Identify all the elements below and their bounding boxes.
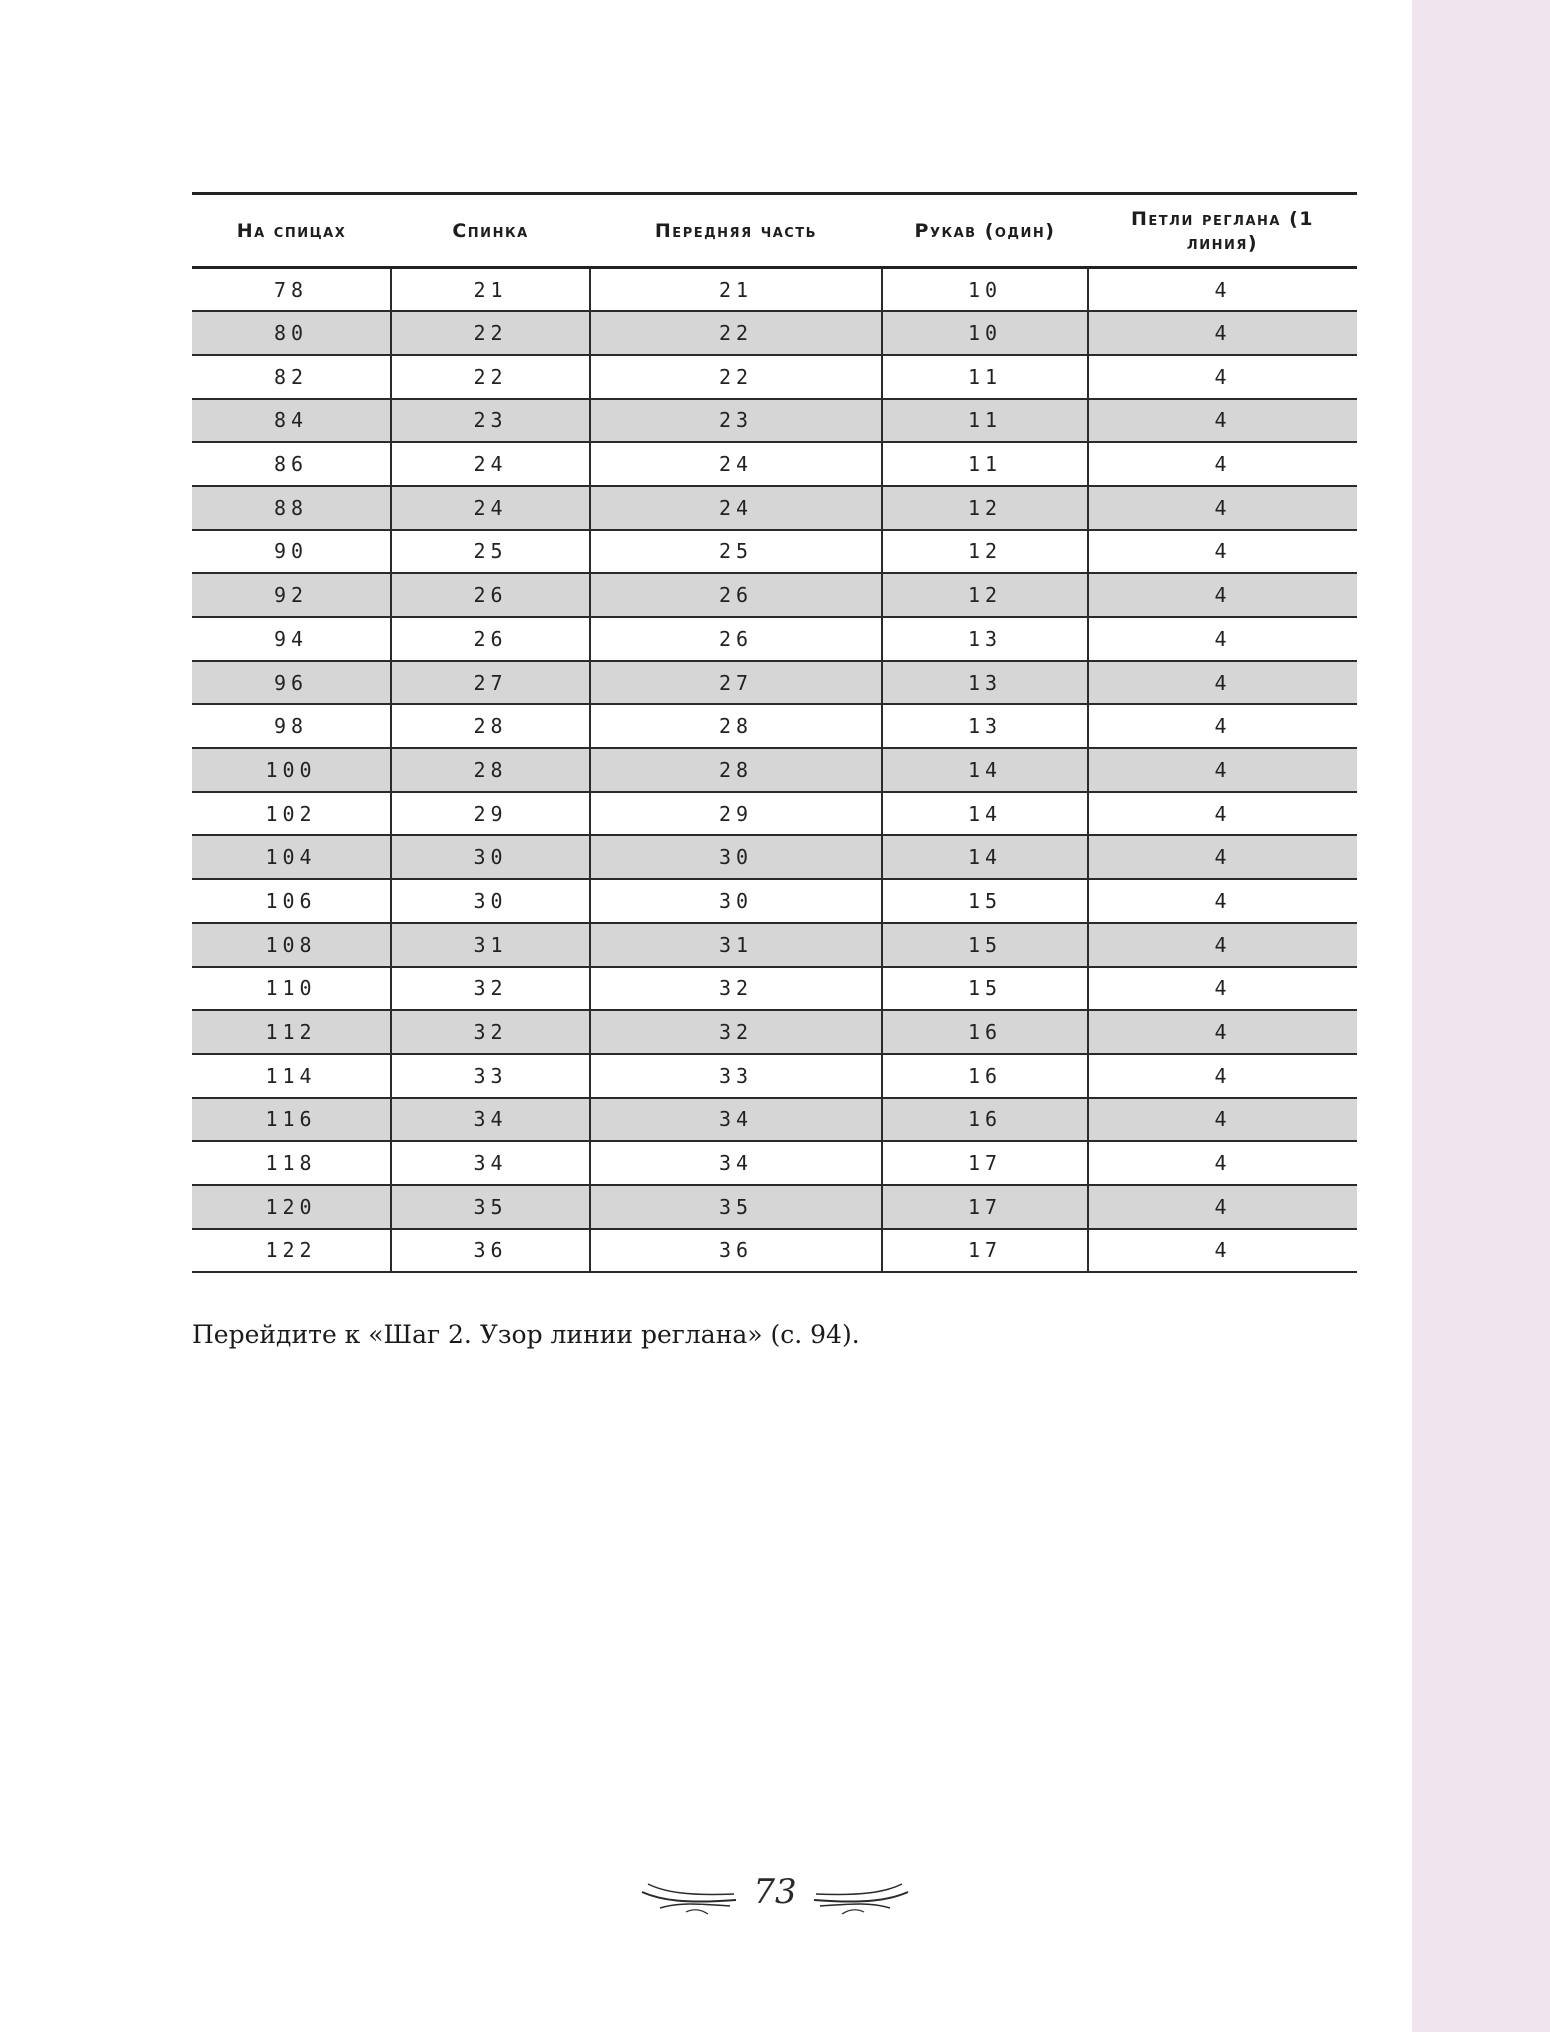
table-cell: 4 [1088, 704, 1357, 748]
table-cell: 30 [590, 835, 882, 879]
table-cell: 4 [1088, 748, 1357, 792]
table-cell: 29 [590, 792, 882, 836]
table-cell: 108 [265, 932, 317, 957]
table-cell: 31 [590, 923, 882, 967]
table-cell: 4 [1088, 1010, 1357, 1054]
table-cell: 30 [391, 879, 590, 923]
table-row [192, 1229, 1357, 1273]
table-cell: 110 [265, 976, 317, 1001]
page-footer [640, 1864, 910, 1928]
table-cell: 4 [1088, 835, 1357, 879]
table-row [192, 748, 1357, 792]
table-cell: 12 [882, 530, 1088, 574]
table-row [192, 835, 1357, 879]
table-row [192, 1098, 1357, 1142]
table-cell: 34 [590, 1141, 882, 1185]
table-row [192, 355, 1357, 399]
table-cell: 4 [1088, 661, 1357, 705]
table-cell: 22 [391, 355, 590, 399]
table-cell: 27 [590, 661, 882, 705]
table-row [192, 1054, 1357, 1098]
table-cell: 23 [590, 399, 882, 443]
table-cell: 35 [590, 1185, 882, 1229]
table-cell: 10 [882, 268, 1088, 312]
table-cell: 114 [265, 1063, 317, 1088]
table-cell: 30 [391, 835, 590, 879]
table-cell: 4 [1088, 442, 1357, 486]
header-raglan: Петли реглана (1 линия) [1131, 207, 1314, 254]
table-cell: 34 [391, 1141, 590, 1185]
table-cell: 4 [1088, 399, 1357, 443]
header-sleeve: Рукав (один) [914, 219, 1056, 242]
table-cell: 4 [1088, 967, 1357, 1011]
table-cell: 32 [590, 967, 882, 1011]
table-cell: 34 [391, 1098, 590, 1142]
table-cell: 21 [590, 268, 882, 312]
table-cell: 26 [391, 617, 590, 661]
flourish-right-icon [810, 1878, 910, 1918]
page-edge-band [1412, 0, 1550, 2032]
table-cell: 24 [590, 442, 882, 486]
table-cell: 26 [590, 617, 882, 661]
table-cell: 4 [1088, 617, 1357, 661]
table-row [192, 661, 1357, 705]
table-cell: 84 [273, 408, 309, 433]
table-cell: 15 [882, 879, 1088, 923]
table-cell: 15 [882, 923, 1088, 967]
table-cell: 16 [882, 1098, 1088, 1142]
table-cell: 118 [265, 1151, 317, 1176]
table-cell: 98 [273, 714, 309, 739]
header-row [192, 194, 1357, 268]
table-cell: 24 [590, 486, 882, 530]
table-cell: 88 [273, 495, 309, 520]
table-cell: 4 [1088, 530, 1357, 574]
table-cell: 106 [265, 888, 317, 913]
table-row [192, 311, 1357, 355]
table-row [192, 923, 1357, 967]
table-cell: 90 [273, 539, 309, 564]
table-cell: 104 [265, 845, 317, 870]
table-cell: 25 [590, 530, 882, 574]
table-cell: 33 [590, 1054, 882, 1098]
table-cell: 4 [1088, 268, 1357, 312]
table-cell: 25 [391, 530, 590, 574]
table-cell: 28 [391, 748, 590, 792]
table-cell: 35 [391, 1185, 590, 1229]
table-header [192, 194, 1357, 268]
table-cell: 4 [1088, 355, 1357, 399]
table-cell: 4 [1088, 573, 1357, 617]
table-row [192, 879, 1357, 923]
table-row [192, 617, 1357, 661]
table-row [192, 399, 1357, 443]
table-row [192, 573, 1357, 617]
table-cell: 11 [882, 442, 1088, 486]
table-cell: 32 [391, 967, 590, 1011]
table-cell: 12 [882, 486, 1088, 530]
table-cell: 32 [391, 1010, 590, 1054]
table-cell: 28 [590, 748, 882, 792]
table-cell: 80 [273, 321, 309, 346]
table-cell: 22 [590, 355, 882, 399]
table-cell: 116 [265, 1107, 317, 1132]
table-row [192, 704, 1357, 748]
stitch-count-table [192, 192, 1357, 1273]
table-cell: 21 [391, 268, 590, 312]
table-cell: 30 [590, 879, 882, 923]
table-cell: 13 [882, 617, 1088, 661]
table-cell: 86 [273, 452, 309, 477]
table-cell: 100 [265, 757, 317, 782]
table-cell: 36 [590, 1229, 882, 1273]
table-row [192, 268, 1357, 312]
table-cell: 26 [590, 573, 882, 617]
table-cell: 23 [391, 399, 590, 443]
table-cell: 16 [882, 1010, 1088, 1054]
table-cell: 14 [882, 835, 1088, 879]
table-cell: 4 [1088, 486, 1357, 530]
table-cell: 122 [265, 1238, 317, 1263]
table-cell: 4 [1088, 923, 1357, 967]
table-row [192, 967, 1357, 1011]
header-back: Спинка [452, 219, 529, 242]
table-cell: 32 [590, 1010, 882, 1054]
table-row [192, 792, 1357, 836]
table-cell: 17 [882, 1185, 1088, 1229]
table-cell: 11 [882, 355, 1088, 399]
table-cell: 36 [391, 1229, 590, 1273]
table-cell: 94 [273, 626, 309, 651]
table-cell: 17 [882, 1229, 1088, 1273]
table-cell: 82 [273, 364, 309, 389]
table-cell: 13 [882, 661, 1088, 705]
table-cell: 24 [391, 486, 590, 530]
header-front: Передняя часть [654, 219, 818, 242]
table-cell: 96 [273, 670, 309, 695]
table-cell: 16 [882, 1054, 1088, 1098]
table-cell: 4 [1088, 792, 1357, 836]
table-cell: 17 [882, 1141, 1088, 1185]
table-cell: 31 [391, 923, 590, 967]
table-cell: 13 [882, 704, 1088, 748]
table-cell: 22 [590, 311, 882, 355]
table-cell: 4 [1088, 1185, 1357, 1229]
table-cell: 24 [391, 442, 590, 486]
table-row [192, 486, 1357, 530]
table-cell: 28 [391, 704, 590, 748]
table-cell: 26 [391, 573, 590, 617]
table-row [192, 530, 1357, 574]
table-cell: 4 [1088, 1098, 1357, 1142]
table-cell: 4 [1088, 311, 1357, 355]
table-cell: 12 [882, 573, 1088, 617]
table-cell: 33 [391, 1054, 590, 1098]
table-cell: 4 [1088, 879, 1357, 923]
table-cell: 78 [273, 277, 309, 302]
table-cell: 14 [882, 748, 1088, 792]
table-row [192, 1010, 1357, 1054]
table-cell: 14 [882, 792, 1088, 836]
table-cell: 34 [590, 1098, 882, 1142]
header-cast-on: На спицах [236, 219, 347, 242]
table-cell: 112 [265, 1020, 317, 1045]
table-row [192, 1141, 1357, 1185]
table-cell: 120 [265, 1194, 317, 1219]
table-body [192, 268, 1357, 1273]
data-table [192, 192, 1357, 1273]
table-cell: 4 [1088, 1141, 1357, 1185]
table-row [192, 442, 1357, 486]
instruction-note: Перейдите к «Шаг 2. Узор линии реглана» (с. 94). [192, 1320, 860, 1349]
page-number: 73 [753, 1872, 797, 1912]
table-cell: 10 [882, 311, 1088, 355]
table-cell: 15 [882, 967, 1088, 1011]
table-cell: 4 [1088, 1229, 1357, 1273]
table-cell: 27 [391, 661, 590, 705]
table-cell: 28 [590, 704, 882, 748]
table-cell: 11 [882, 399, 1088, 443]
table-cell: 4 [1088, 1054, 1357, 1098]
table-cell: 29 [391, 792, 590, 836]
table-row [192, 1185, 1357, 1229]
table-cell: 22 [391, 311, 590, 355]
table-cell: 92 [273, 583, 309, 608]
table-cell: 102 [265, 801, 317, 826]
